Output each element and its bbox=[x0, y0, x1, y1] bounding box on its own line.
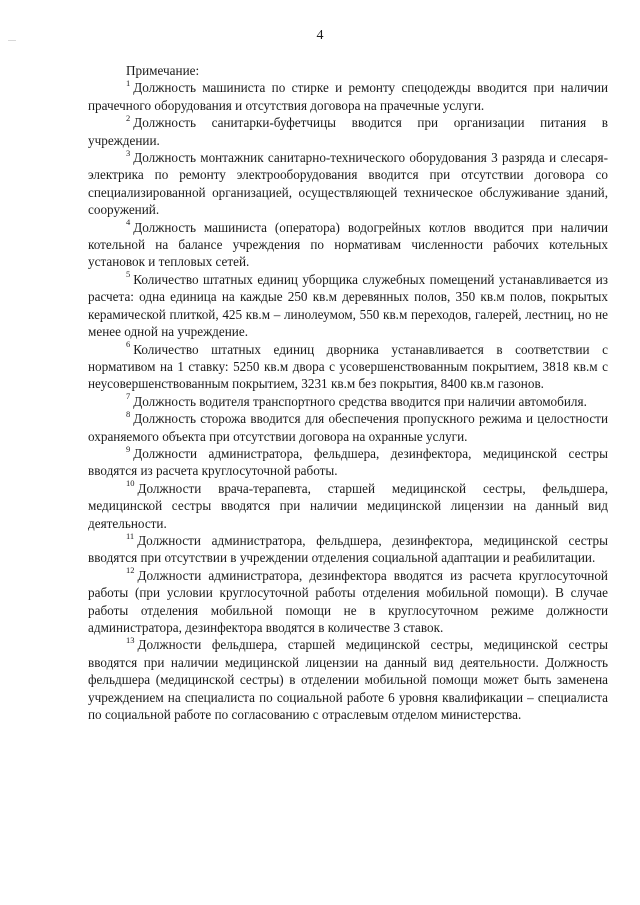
footnote-text: Должности фельдшера, старшей медицинской сестры, медицинской сестры вводятся при наличии медицинской лицензии на данный вид деятельности. Должность фельдшера (медицинской сестры) в отделении мобильной помощи может быть заменена учреждением на специалиста по социальной работе 6 уровня квалификации – специалиста по социальной работе по согласованию с отраслевым отделом министерства. bbox=[88, 637, 608, 723]
footnote-5 bbox=[88, 271, 608, 341]
footnote-text: Количество штатных единиц дворника устанавливается в соответствии с нормативом на 1 ставку: 5250 кв.м двора с усовершенствованным покрытием, 3818 кв.м с неусовершенствованным покрытием, 3231 кв.м без покрытия, 8400 кв.м газонов. bbox=[88, 341, 608, 392]
footnote-number: 13 bbox=[126, 635, 135, 646]
footnote-number: 8 bbox=[126, 408, 131, 419]
footnote-number: 11 bbox=[126, 530, 135, 541]
footnote-text: Должности администратора, фельдшера, дезинфектора, медицинской сестры вводятся при отсутствии в учреждении отделения социальной адаптации и реабилитации. bbox=[88, 532, 608, 566]
footnote-number: 7 bbox=[126, 391, 131, 402]
footnote-text: Должности администратора, дезинфектора вводятся из расчета круглосуточной работы (при условии круглосуточной работы отделения мобильной помощи). В случае работы отделения мобильной помощи не в круглосуточном режиме должности администратора, дезинфектора вводятся в количестве 3 ставок. bbox=[88, 567, 608, 635]
footnote-number: 10 bbox=[126, 478, 135, 489]
footnote-text: Должности администратора, фельдшера, дезинфектора, медицинской сестры вводятся из расчета круглосуточной работы. bbox=[88, 445, 608, 479]
footnote-7 bbox=[88, 393, 608, 410]
footnote-text: Должность сторожа вводится для обеспечения пропускного режима и целостности охраняемого объекта при отсутствии договора на охранные услуги. bbox=[88, 411, 608, 444]
page-number: 4 bbox=[316, 28, 324, 43]
footnote-number: 3 bbox=[126, 147, 131, 158]
footnote-3 bbox=[88, 149, 608, 219]
footnote-11 bbox=[88, 532, 608, 567]
footnote-10 bbox=[88, 480, 608, 532]
footnote-12 bbox=[88, 567, 608, 637]
footnote-text: Должности врача-терапевта, старшей медицинской сестры, фельдшера, медицинской сестры вводятся при наличии медицинской лицензии на данный вид деятельности. bbox=[88, 480, 608, 531]
footnote-6 bbox=[88, 341, 608, 393]
footnote-9 bbox=[88, 445, 608, 480]
footnote-13 bbox=[88, 636, 608, 723]
footnote-text: Должность санитарки-буфетчицы вводится при организации питания в учреждении. bbox=[88, 115, 608, 148]
footnote-8 bbox=[88, 410, 608, 445]
footnote-text: Должность монтажник санитарно-технического оборудования 3 разряда и слесаря-электрика по ремонту электрооборудования вводится при отсутствии договора со специализированной организацией, осуществляющей техническое обслуживание зданий, сооружений. bbox=[88, 150, 608, 218]
footnote-number: 12 bbox=[126, 565, 135, 576]
footnote-number: 2 bbox=[126, 112, 131, 123]
footnote-text: Должность водителя транспортного средства вводится при наличии автомобиля. bbox=[133, 393, 587, 409]
notes-section bbox=[88, 62, 608, 723]
footnote-text: Должность машиниста (оператора) водогрейных котлов вводится при наличии котельной на балансе учреждения по нормативам численности рабочих котельных установок и тепловых сетей. bbox=[88, 219, 608, 270]
footnote-text: Должность машиниста по стирке и ремонту спецодежды вводится при наличии прачечного оборудования и отсутствия договора на прачечные услуги. bbox=[88, 80, 608, 113]
notes-heading: Примечание: bbox=[126, 63, 200, 78]
footnote-2 bbox=[88, 114, 608, 149]
footnote-4 bbox=[88, 219, 608, 271]
footnote-text: Количество штатных единиц уборщика служебных помещений устанавливается из расчета: одна единица на каждые 250 кв.м деревянных полов, 350 кв.м полов, покрытых керамической плиткой, 425 кв.м – линолеумом, 550 кв.м переходов, галерей, лестниц, но не менее одной на учреждение. bbox=[88, 271, 608, 340]
footnote-number: 4 bbox=[126, 217, 131, 228]
footnote-1 bbox=[88, 79, 608, 114]
footnote-number: 9 bbox=[126, 443, 131, 454]
footnote-number: 1 bbox=[126, 78, 131, 89]
footnote-number: 5 bbox=[126, 269, 131, 280]
footnote-number: 6 bbox=[126, 339, 131, 350]
